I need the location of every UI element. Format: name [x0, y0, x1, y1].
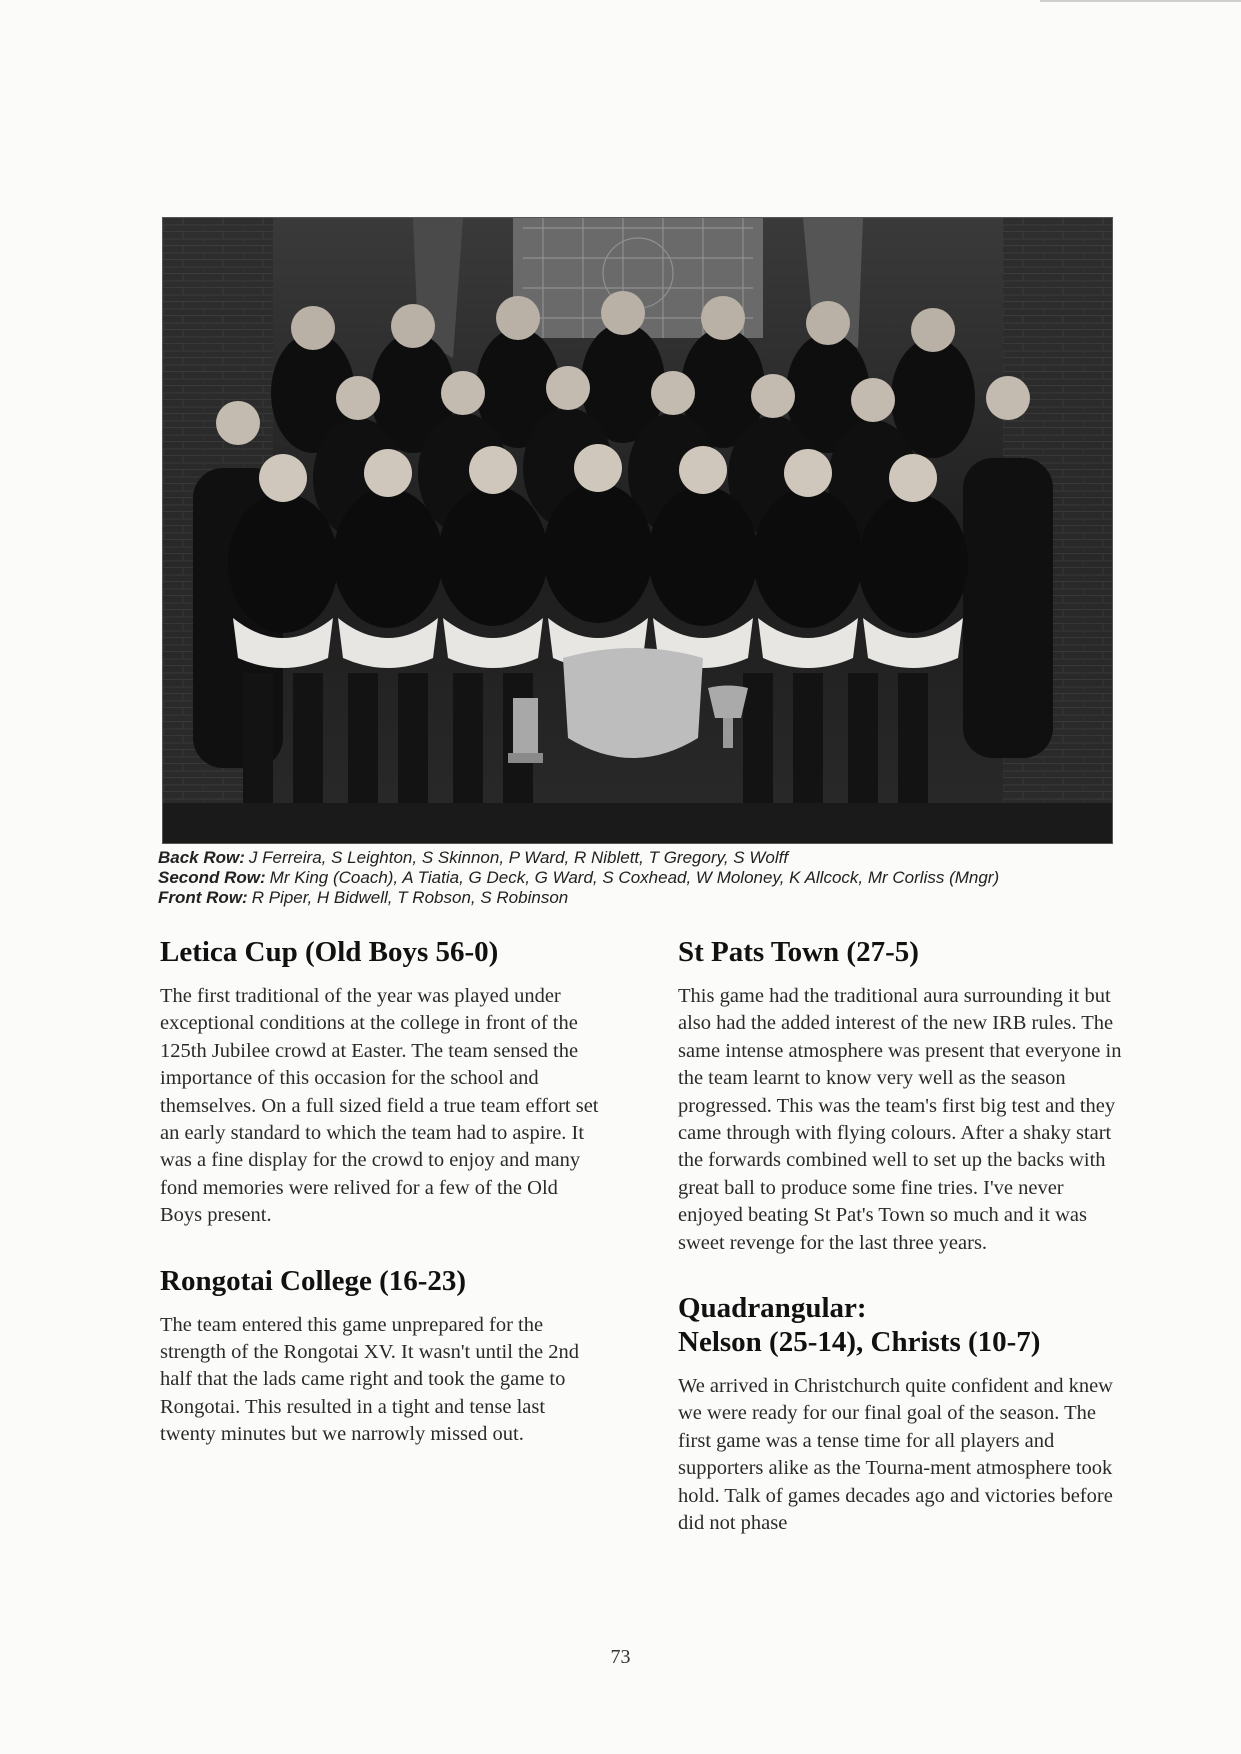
top-rule: [1040, 0, 1241, 2]
article-body: The first traditional of the year was played under exceptional conditions at the college in front of the 125th Jubilee crowd at Easter. The team sensed the importance of this occasion for the school and themselves. On a full sized field a true team effort set an early standard to which the team had to aspire. It was a fine display for the crowd to enjoy and many fond memories were relived for a few of the Old Boys present.: [160, 985, 599, 1227]
caption-second-row: Second Row: Mr King (Coach), A Tiatia, G Deck, G Ward, S Coxhead, W Moloney, K Allcock, Mr Corliss (Mngr): [158, 868, 1000, 887]
article-body: This game had the traditional aura surrounding it but also had the added interest of the new IRB rules. The same intense atmosphere was present that everyone in the team learnt to know very well as the season progressed. This was the team's first big test and they came through with flying colours. After a shaky start the forwards combined well to set up the backs with great ball to produce some fine tries. I've never enjoyed beating St Pat's Town so much and it was sweet revenge for the last three years.: [678, 985, 1122, 1254]
article-heading: St Pats Town (27-5): [678, 936, 919, 968]
team-photo: [162, 217, 1113, 844]
article-heading: Quadrangular: Nelson (25-14), Christs (10-7): [678, 1292, 1041, 1359]
photo-caption: [158, 848, 1118, 908]
article-body: The team entered this game unprepared for the strength of the Rongotai XV. It wasn't until the 2nd half that the lads came right and took the game to Rongotai. This resulted in a tight and tense last twenty minutes but we narrowly missed out.: [160, 1313, 579, 1446]
article-heading: Rongotai College (16-23): [160, 1264, 467, 1297]
right-column: [678, 935, 1123, 1538]
article-body: We arrived in Christchurch quite confident and knew we were ready for our final goal of the season. The first game was a tense time for all players and supporters alike as the Tourna-ment atmosphere took hold. Talk of games decades ago and victories before did not phase: [678, 1375, 1113, 1535]
article-heading: Letica Cup (Old Boys 56-0): [160, 936, 499, 968]
caption-front-row: Front Row: R Piper, H Bidwell, T Robson, S Robinson: [158, 888, 569, 907]
left-column: [160, 935, 605, 1449]
page-number: 73: [610, 1646, 631, 1668]
caption-back-row: Back Row: J Ferreira, S Leighton, S Skinnon, P Ward, R Niblett, T Gregory, S Wolff: [158, 848, 789, 867]
team-photo-illustration: [163, 218, 1112, 843]
